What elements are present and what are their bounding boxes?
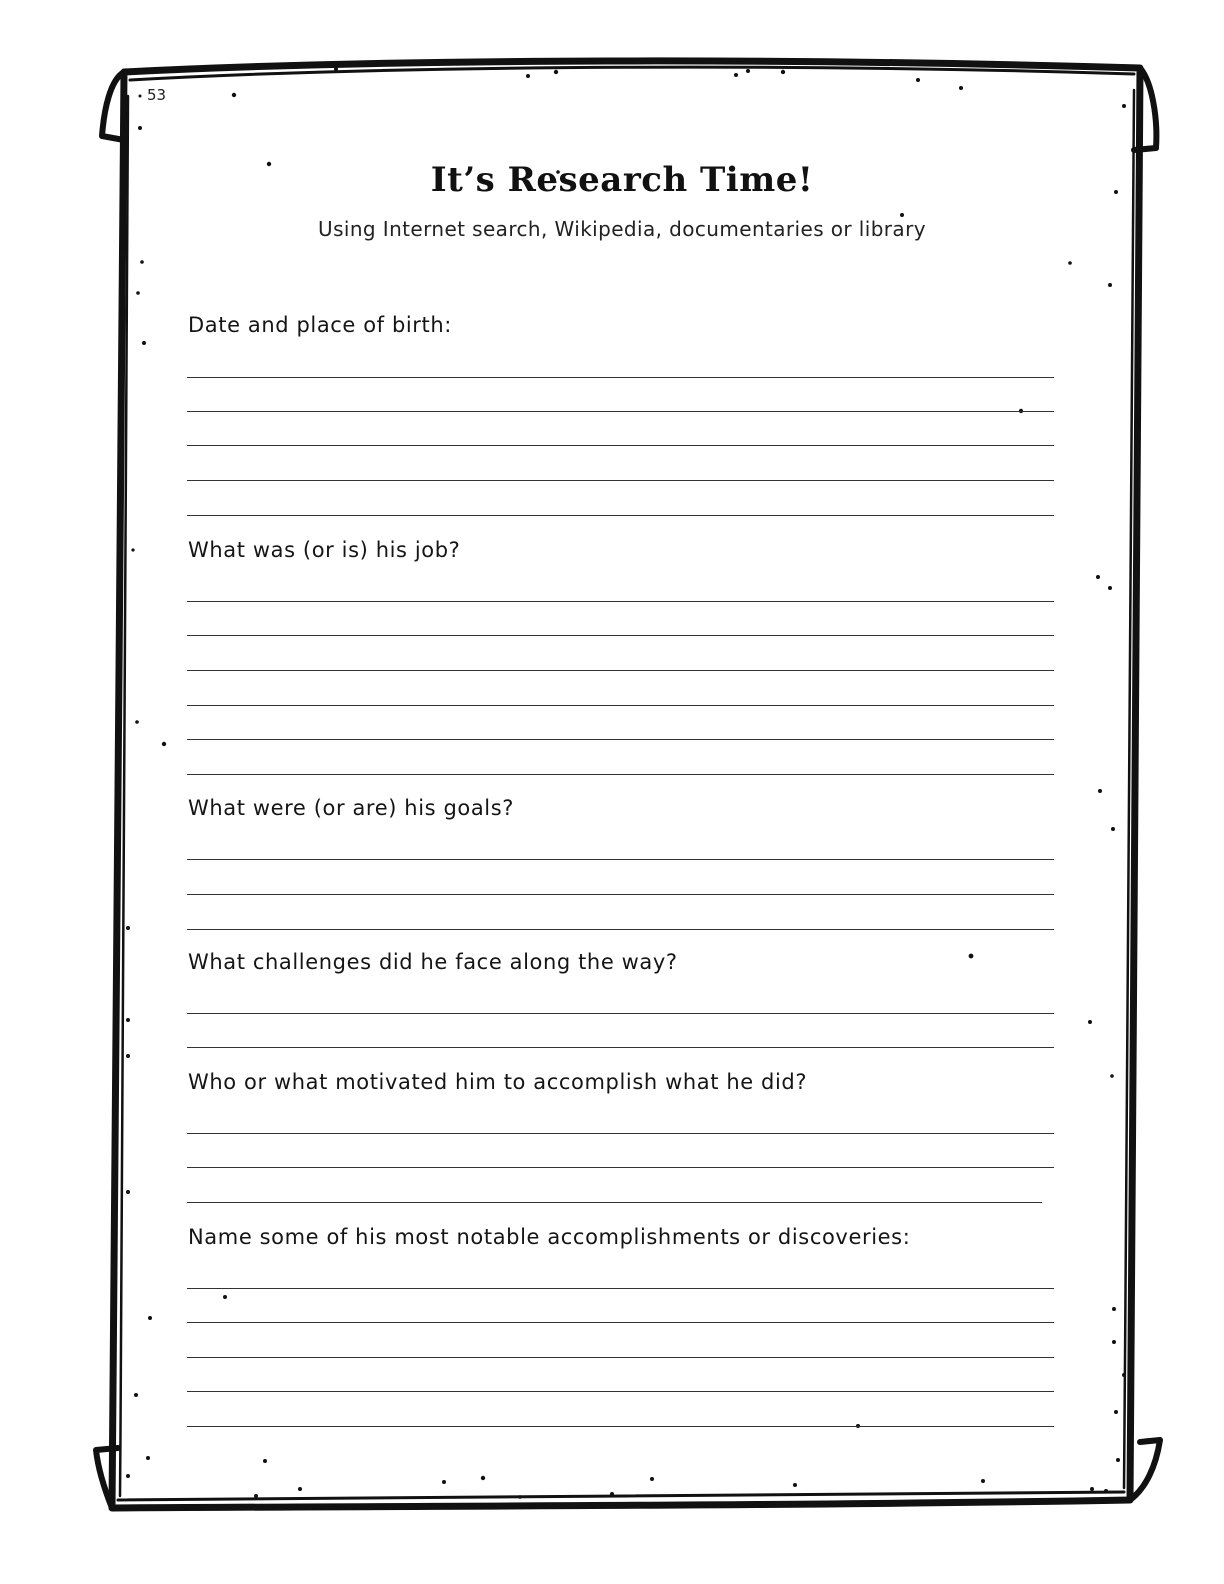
answer-line[interactable] — [187, 859, 1054, 860]
answer-line[interactable] — [187, 929, 1054, 930]
answer-line[interactable] — [187, 774, 1054, 775]
question-job: What was (or is) his job? — [188, 538, 461, 562]
answer-line[interactable] — [187, 601, 1054, 602]
answer-line[interactable] — [187, 1133, 1054, 1134]
question-challenges: What challenges did he face along the way? — [188, 950, 678, 974]
answer-line[interactable] — [187, 1391, 1054, 1392]
answer-line[interactable] — [187, 1202, 1042, 1203]
question-birth: Date and place of birth: — [188, 313, 452, 337]
answer-line[interactable] — [187, 377, 1054, 378]
answer-line[interactable] — [187, 1322, 1054, 1323]
worksheet-subtitle: Using Internet search, Wikipedia, documentaries or library — [318, 217, 926, 241]
question-motivation: Who or what motivated him to accomplish what he did? — [188, 1070, 808, 1094]
question-accomplishments: Name some of his most notable accomplishments or discoveries: — [188, 1225, 911, 1249]
answer-line[interactable] — [187, 1426, 1054, 1427]
answer-line[interactable] — [187, 411, 1054, 412]
answer-line[interactable] — [187, 515, 1054, 516]
worksheet-title: It’s Research Time! — [430, 160, 814, 200]
answer-line[interactable] — [187, 1013, 1054, 1014]
answer-line[interactable] — [187, 1288, 1054, 1289]
answer-line[interactable] — [187, 635, 1054, 636]
answer-line[interactable] — [187, 445, 1054, 446]
answer-line[interactable] — [187, 480, 1054, 481]
question-goals: What were (or are) his goals? — [188, 796, 515, 820]
answer-line[interactable] — [187, 705, 1054, 706]
answer-line[interactable] — [187, 1167, 1054, 1168]
answer-line[interactable] — [187, 670, 1054, 671]
answer-line[interactable] — [187, 1357, 1054, 1358]
answer-line[interactable] — [187, 894, 1054, 895]
answer-line[interactable] — [187, 1047, 1054, 1048]
page-number: 53 — [147, 86, 167, 104]
answer-line[interactable] — [187, 739, 1054, 740]
